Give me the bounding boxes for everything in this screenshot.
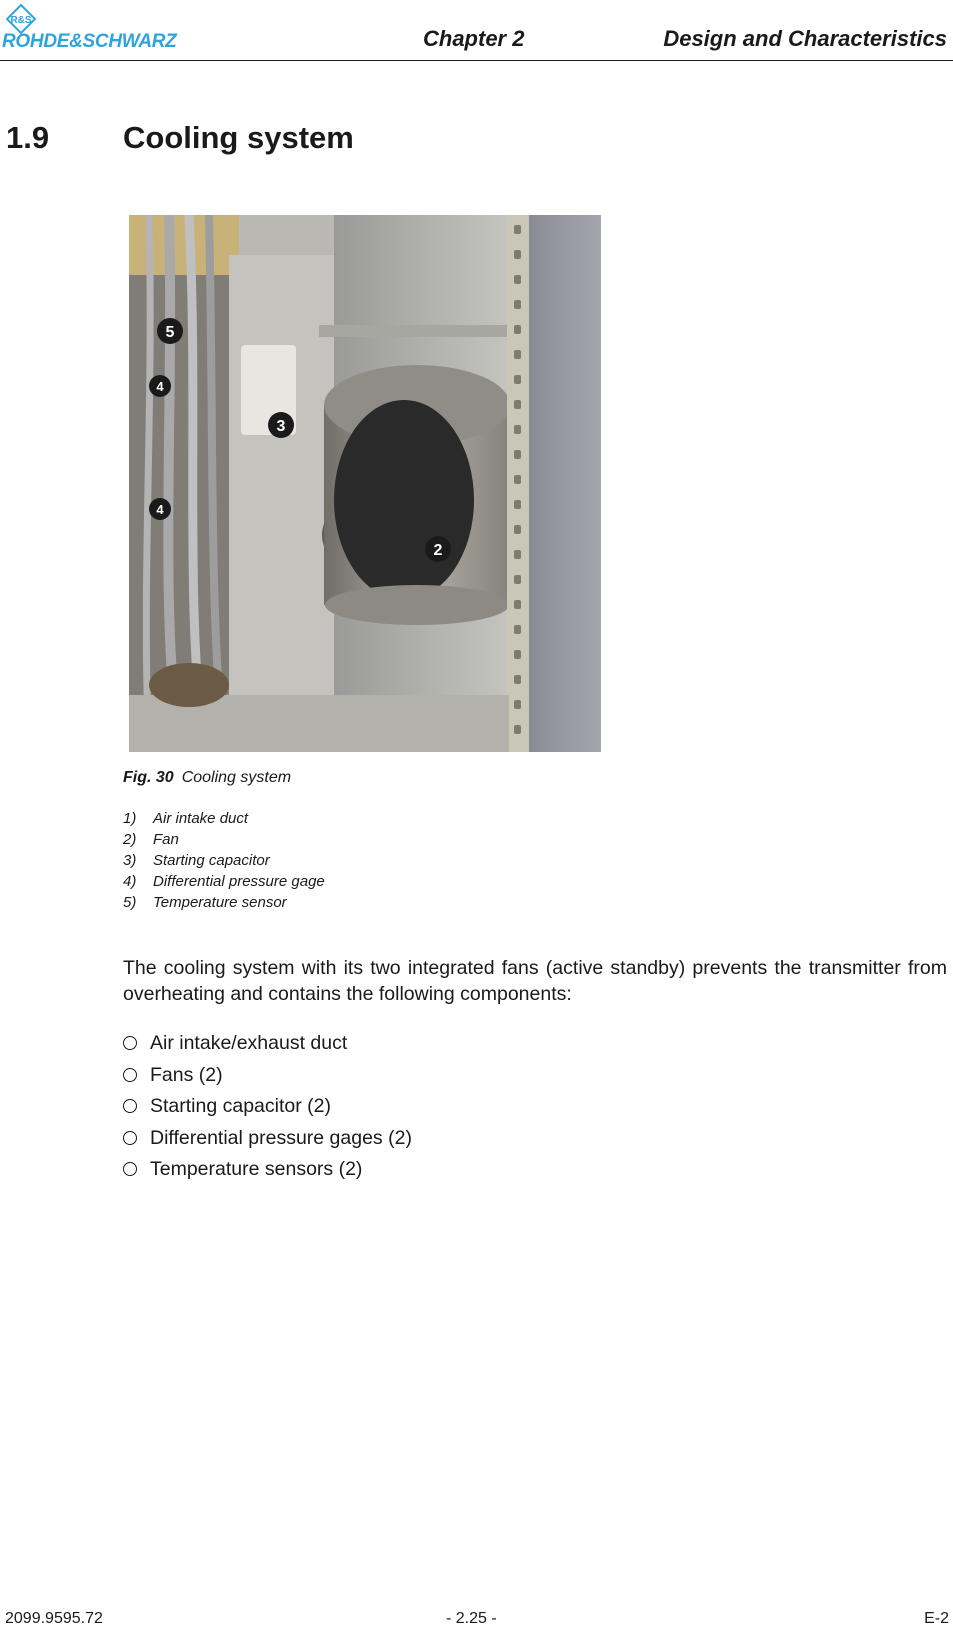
list-item: Differential pressure gages (2) [123,1125,412,1157]
callout-2 [425,536,451,562]
svg-text:3: 3 [276,418,286,435]
callout-4-upper [149,375,171,397]
figure-caption [123,769,291,787]
legend-item: 3) Starting capacitor [123,852,270,869]
legend-item: 5) Temperature sensor [123,894,287,911]
section-title: Cooling system [123,120,354,155]
figure-label: Fig. 30 [123,769,174,786]
header-divider [0,60,953,61]
figure-legend [123,808,325,913]
chapter-label: Chapter 2 [423,26,525,51]
figure-caption-text: Cooling system [181,769,292,786]
svg-text:2: 2 [433,542,443,559]
bullet-circle-icon [123,1099,137,1113]
bullet-circle-icon [123,1036,137,1050]
company-logo [2,2,227,52]
footer-page-number: - 2.25 - [446,1610,497,1627]
chapter-title: Design and Characteristics [663,26,947,51]
bullet-circle-icon [123,1162,137,1176]
body-paragraph: The cooling system with its two integrated fans (active standby) prevents the transmitter from overheating and contains the following components: [123,957,947,1005]
callout-3 [268,412,294,438]
svg-text:5: 5 [165,324,175,341]
list-item: Fans (2) [123,1062,412,1094]
logo-text: ROHDE&SCHWARZ [2,31,177,52]
logo-diamond-icon [6,4,36,34]
callout-5 [157,318,183,344]
svg-text:4: 4 [156,502,164,517]
legend-item: 4) Differential pressure gage [123,873,325,890]
section-number: 1.9 [6,120,50,155]
bullet-circle-icon [123,1068,137,1082]
list-item: Air intake/exhaust duct [123,1030,412,1062]
footer-edition: E-2 [924,1610,949,1627]
legend-item: 1) Air intake duct [123,810,249,827]
component-list [123,1030,412,1188]
list-item: Starting capacitor (2) [123,1093,412,1125]
legend-item: 2) Fan [123,831,179,848]
footer-doc-number: 2099.9595.72 [5,1610,103,1627]
svg-text:R&S: R&S [10,15,32,26]
svg-text:4: 4 [156,379,164,394]
callout-4-lower [149,498,171,520]
cooling-system-photo [129,215,601,752]
list-item: Temperature sensors (2) [123,1156,412,1188]
bullet-circle-icon [123,1131,137,1145]
